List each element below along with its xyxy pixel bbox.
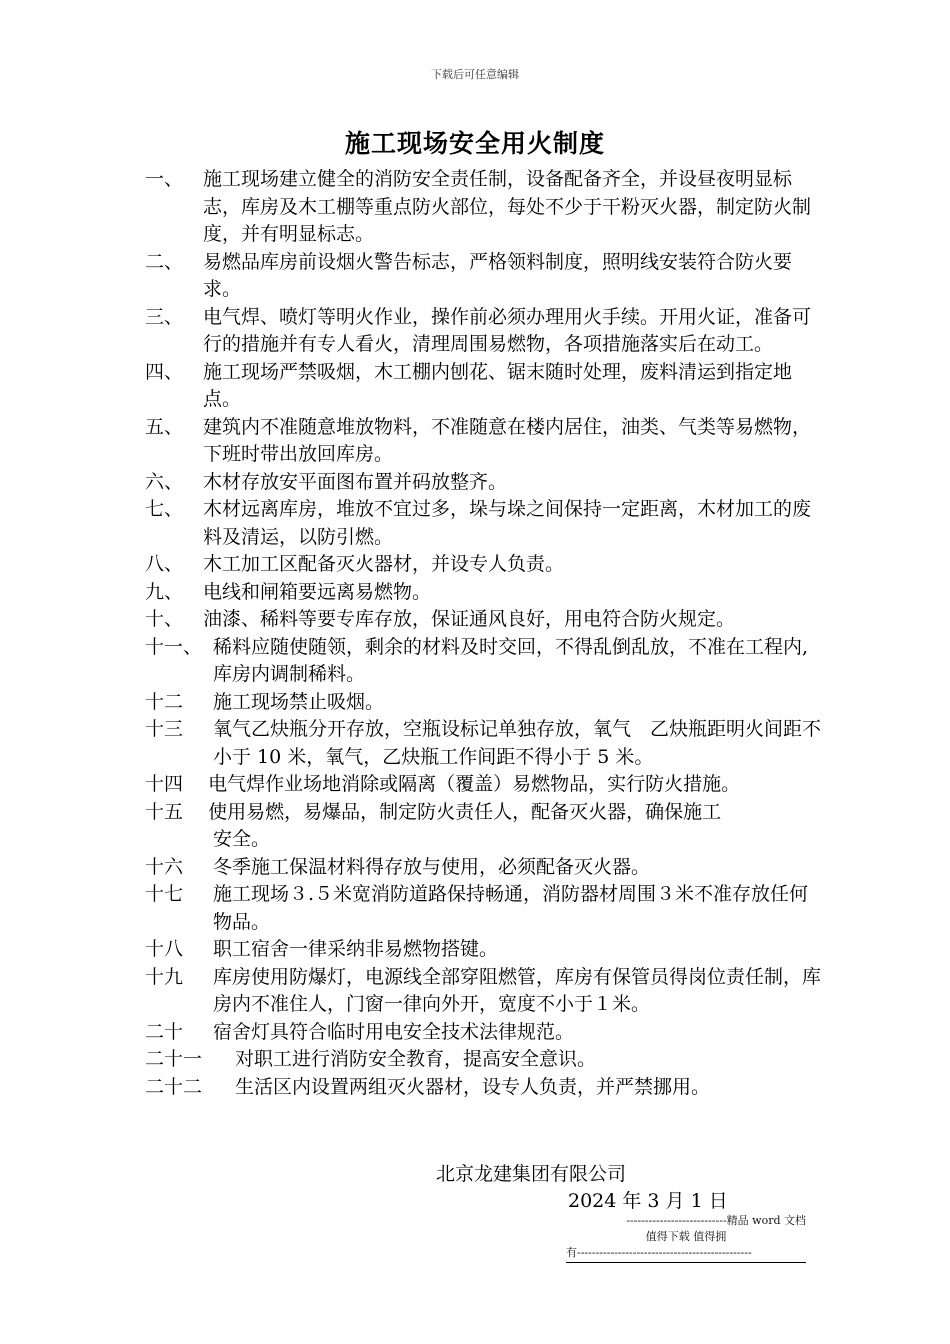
- item-text: 冬季施工保温材料得存放与使用，必须配备灭火器。: [213, 855, 651, 878]
- list-item: [145, 1046, 825, 1074]
- item-number: 十三: [145, 718, 184, 740]
- footer-line-3: 有-----------------------------------------------: [566, 1245, 806, 1263]
- item-number: 十九: [145, 965, 184, 988]
- item-text: 电气焊作业场地消除或隔离（覆盖）易燃物品，实行防火措施。: [208, 773, 741, 795]
- list-item: [145, 359, 825, 414]
- item-text: 油漆、稀料等要专库存放，保证通风良好，用电符合防火规定。: [203, 608, 736, 630]
- item-text-continuation: 安全。: [213, 828, 271, 850]
- page-title: 施工现场安全用火制度: [344, 129, 605, 158]
- item-number: 七、: [145, 498, 184, 520]
- item-text: 施工现场禁止吸烟。: [213, 690, 385, 713]
- list-item: [145, 1074, 825, 1102]
- list-item: [145, 771, 825, 799]
- item-number: 五、: [145, 415, 184, 438]
- item-number: 六、: [145, 470, 184, 493]
- item-text: 稀料应随使随领，剩余的材料及时交回，不得乱倒乱放，不准在工程内,库房内调制稀料。: [213, 635, 809, 685]
- item-text: 施工现场严禁吸烟，木工棚内刨花、锯末随时处理，废料清运到指定地点。: [203, 360, 793, 410]
- item-text: 库房使用防爆灯，电源线全部穿阻燃管，库房有保管员得岗位责任制，库房内不准住人，门窗一律向外开，宽度不小于１米。: [213, 965, 822, 1015]
- list-item: [145, 854, 825, 882]
- document-footer: [566, 1213, 806, 1263]
- item-number: 四、: [145, 360, 184, 383]
- list-item: [145, 166, 825, 249]
- item-number: 九、: [145, 580, 184, 603]
- item-number: 三、: [145, 305, 184, 328]
- item-number: 十七: [145, 883, 184, 905]
- item-number: 十、: [145, 608, 184, 630]
- item-number: 十一、: [145, 635, 203, 658]
- company-signature: 北京龙建集团有限公司: [436, 1163, 627, 1185]
- item-number: 十五: [145, 800, 184, 823]
- item-text: 施工现场３.５米宽消防道路保持畅通，消防器材周围３米不准存放任何物品。: [213, 883, 809, 933]
- item-number: 十二: [145, 690, 184, 713]
- list-item: [145, 606, 825, 634]
- list-item: [145, 304, 825, 359]
- item-text: 氧气乙炔瓶分开存放，空瓶设标记单独存放，氧气 乙炔瓶距明火间距不小于 10 米，氧气，乙炔瓶工作间距不得小于 5 米。: [213, 718, 822, 768]
- list-item: [145, 799, 825, 854]
- item-number: 二十一: [145, 1048, 203, 1070]
- list-item: [145, 496, 825, 551]
- item-text: 木材远离库房，堆放不宜过多，垛与垛之间保持一定距离，木材加工的废料及清运，以防引燃。: [203, 498, 812, 548]
- item-text: 使用易燃，易爆品，制定防火责任人，配备灭火器，确保施工: [208, 800, 722, 823]
- list-item: [145, 689, 825, 717]
- item-number: 一、: [145, 168, 184, 190]
- item-text: 生活区内设置两组灭火器材，设专人负责，并严禁挪用。: [235, 1075, 711, 1098]
- item-number: 二十: [145, 1020, 184, 1043]
- item-text: 建筑内不准随意堆放物料，不准随意在楼内居住，油类、气类等易燃物，下班时带出放回库房。: [203, 415, 812, 465]
- page-header-note: 下载后可任意编辑: [431, 68, 519, 81]
- item-text: 木工加工区配备灭火器材，并设专人负责。: [203, 553, 565, 575]
- list-item: [145, 716, 825, 771]
- item-text: 施工现场建立健全的消防安全责任制，设备配备齐全，并设昼夜明显标志，库房及木工棚等重点防火部位，每处不少于干粉灭火器，制定防火制度，并有明显标志。: [203, 168, 812, 245]
- list-item: [145, 634, 825, 689]
- item-number: 二十二: [145, 1075, 203, 1098]
- list-item: [145, 1019, 825, 1047]
- item-number: 八、: [145, 553, 184, 575]
- footer-line-1: ---------------------------精品 word 文档: [626, 1214, 806, 1227]
- footer-line-2: 值得下载 值得拥: [645, 1230, 727, 1243]
- list-item: [145, 551, 825, 579]
- list-item: [145, 469, 825, 497]
- signature-date: 2024 年 3 月 1 日: [568, 1190, 728, 1212]
- list-item: [145, 579, 825, 607]
- item-text: 电线和闸箱要远离易燃物。: [203, 580, 432, 603]
- item-text: 易燃品库房前设烟火警告标志，严格领料制度，照明线安装符合防火要求。: [203, 250, 793, 300]
- item-text: 对职工进行消防安全教育，提高安全意识。: [235, 1048, 597, 1070]
- item-text: 木材存放安平面图布置并码放整齐。: [203, 470, 508, 493]
- list-item: [145, 249, 825, 304]
- item-number: 十四: [145, 773, 184, 795]
- list-item: [145, 881, 825, 936]
- item-text: 宿舍灯具符合临时用电安全技术法律规范。: [213, 1020, 575, 1043]
- list-item: [145, 414, 825, 469]
- regulation-list: [145, 166, 825, 1101]
- item-number: 十八: [145, 938, 184, 960]
- item-number: 十六: [145, 855, 184, 878]
- item-text: 电气焊、喷灯等明火作业，操作前必须办理用火手续。开用火证，准备可行的措施并有专人看火，清理周围易燃物，各项措施落实后在动工。: [203, 305, 812, 355]
- item-number: 二、: [145, 250, 184, 273]
- list-item: [145, 936, 825, 964]
- item-text: 职工宿舍一律采纳非易燃物搭键。: [213, 938, 499, 960]
- list-item: [145, 964, 825, 1019]
